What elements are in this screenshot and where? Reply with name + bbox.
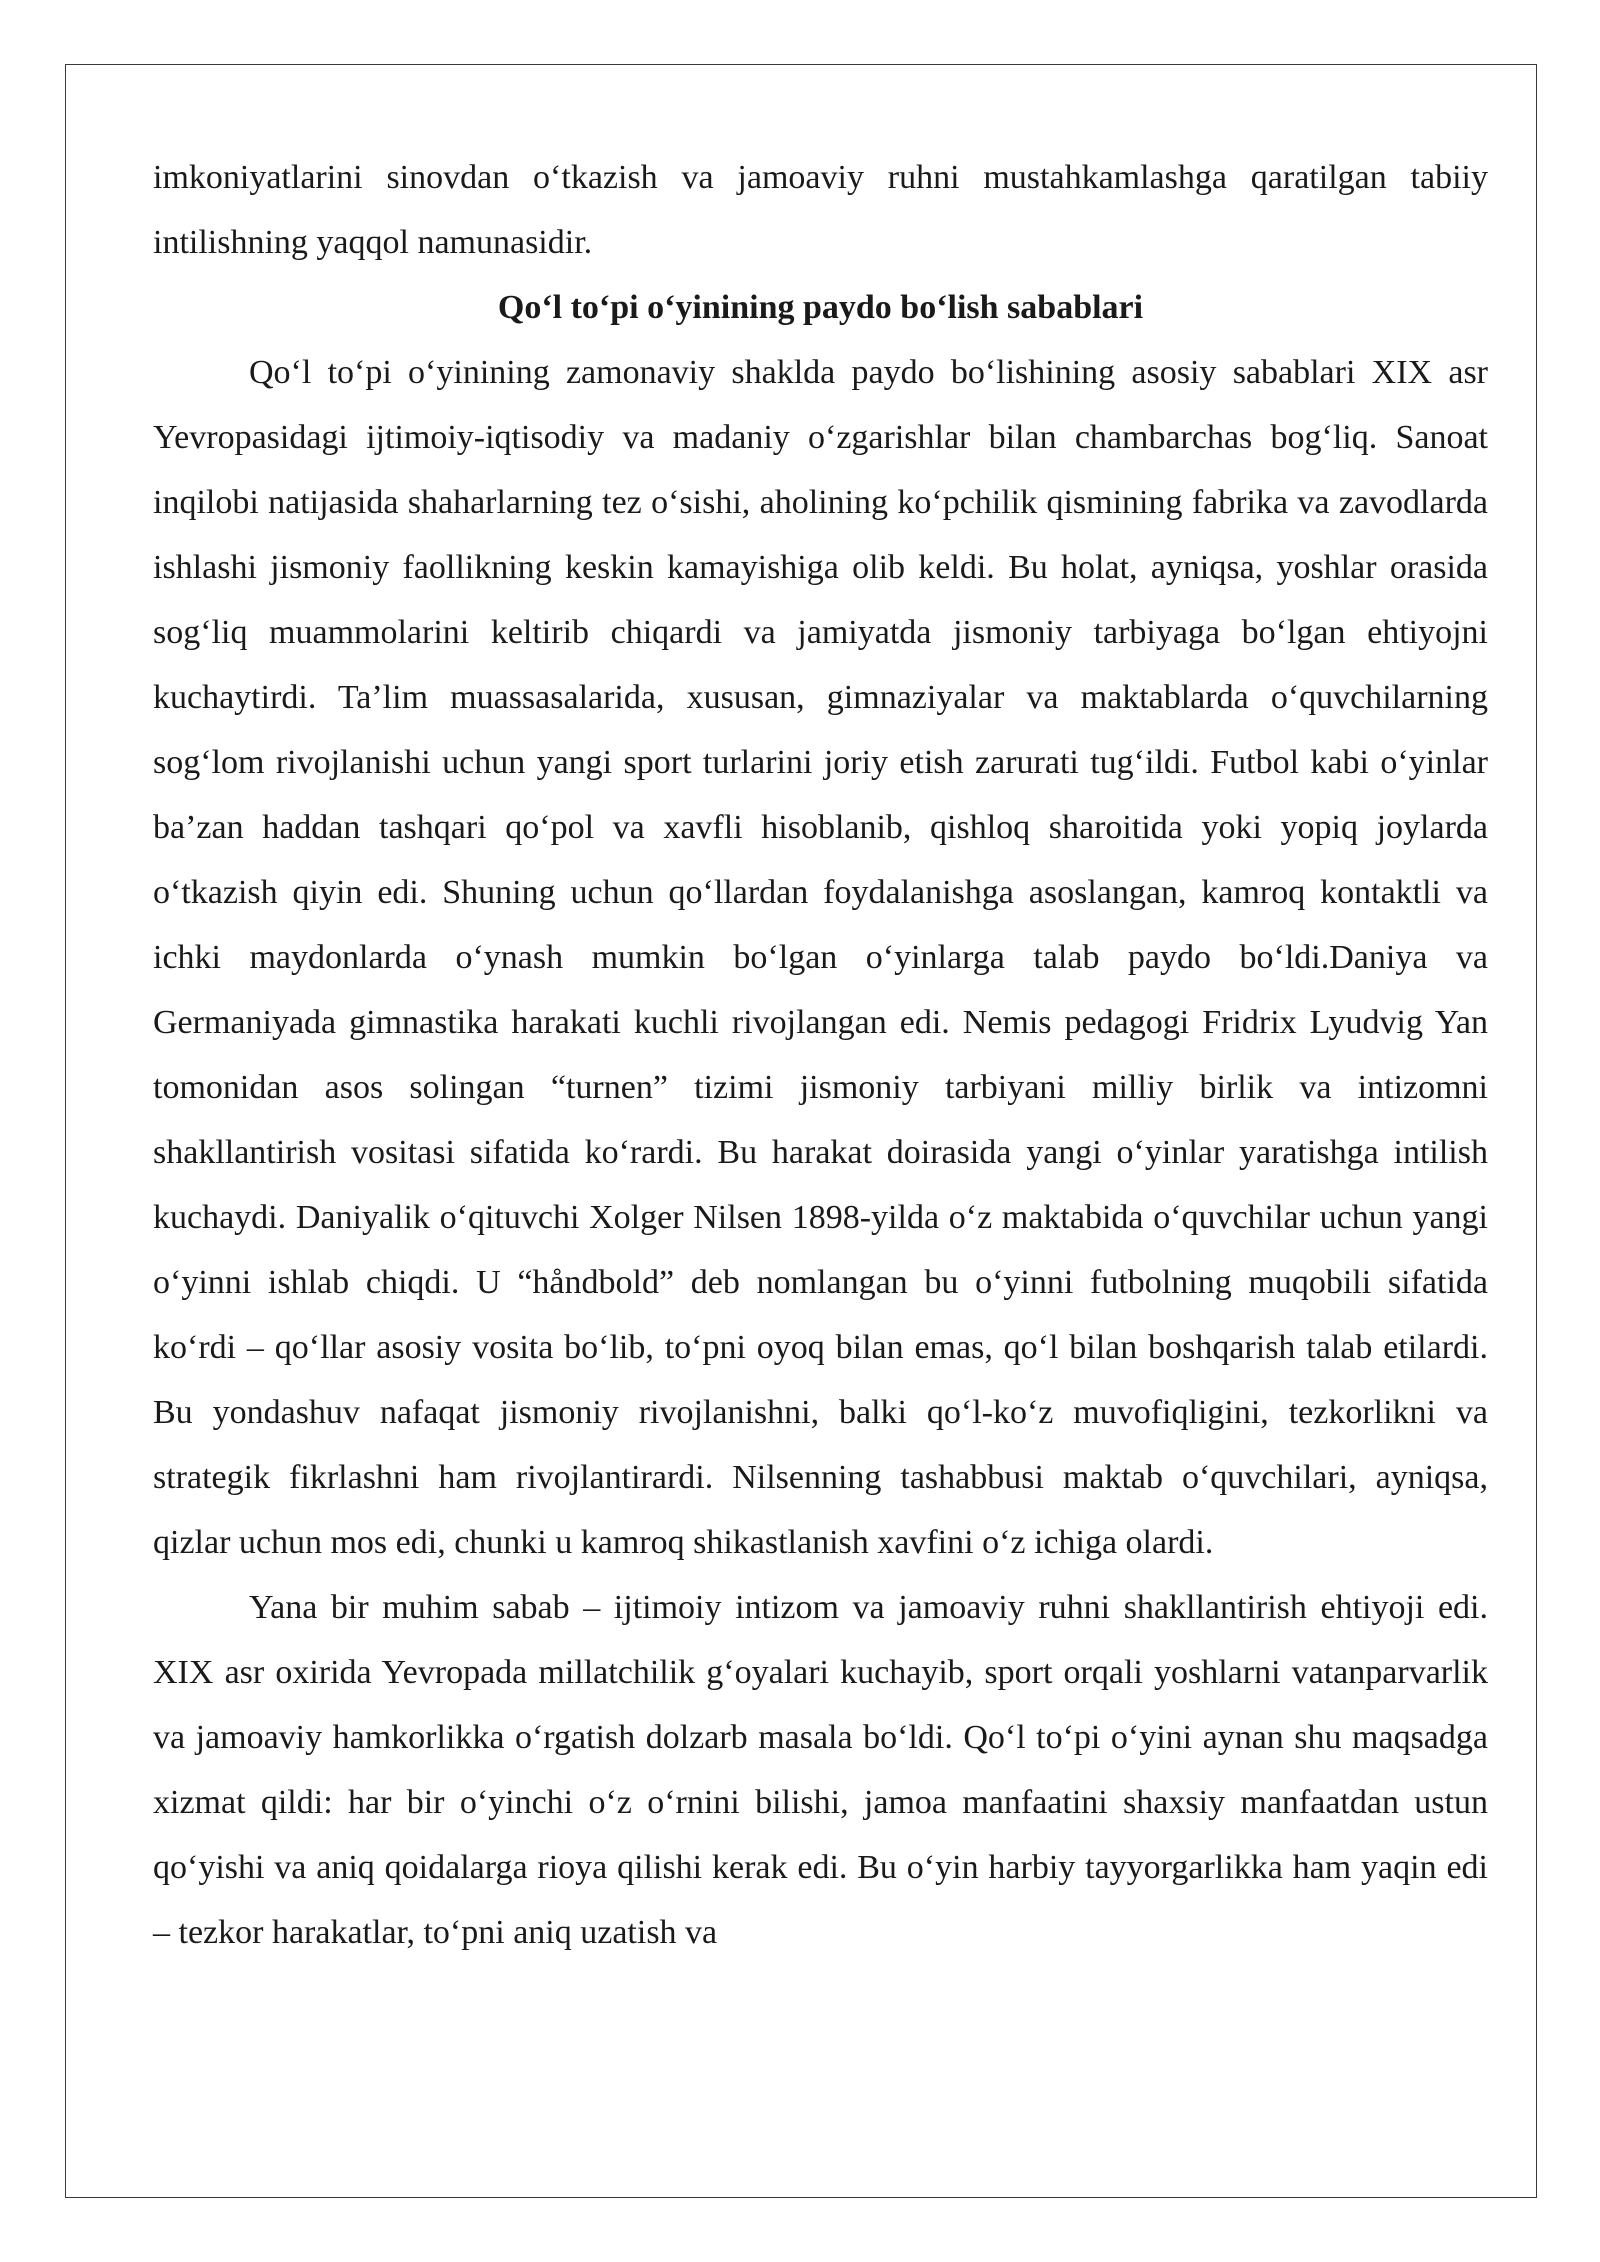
section-heading: Qo‘l to‘pi o‘yinining paydo bo‘lish sabablari	[497, 289, 1144, 326]
intro-paragraph: imkoniyatlarini sinovdan o‘tkazish va jamoaviy ruhni mustahkamlashga qaratilgan tabiiy intilishning yaqqol namunasidir.	[153, 159, 1488, 261]
document-body	[153, 145, 1488, 1965]
body-paragraph-1: Qo‘l to‘pi o‘yinining zamonaviy shaklda paydo bo‘lishining asosiy sabablari XIX asr Yevropasidagi ijtimoiy-iqtisodiy va madaniy o‘zgarishlar bilan chambarchas bog‘liq. Sanoat inqilobi natijasida shaharlarning tez o‘sishi, aholining ko‘pchilik qismining fabrika va zavodlarda ishlashi jismoniy faollikning keskin kamayishiga olib keldi. Bu holat, ayniqsa, yoshlar orasida sog‘liq muammolarini keltirib chiqardi va jamiyatda jismoniy tarbiyaga bo‘lgan ehtiyojni kuchaytirdi. Ta’lim muassasalarida, xususan, gimnaziyalar va maktablarda o‘quvchilarning sog‘lom rivojlanishi uchun yangi sport turlarini joriy etish zarurati tug‘ildi. Futbol kabi o‘yinlar ba’zan haddan tashqari qo‘pol va xavfli hisoblanib, qishloq sharoitida yoki yopiq joylarda o‘tkazish qiyin edi. Shuning uchun qo‘llardan foydalanishga asoslangan, kamroq kontaktli va ichki maydonlarda o‘ynash mumkin bo‘lgan o‘yinlarga talab paydo bo‘ldi.Daniya va Germaniyada gimnastika harakati kuchli rivojlangan edi. Nemis pedagogi Fridrix Lyudvig Yan tomonidan asos solingan “turnen” tizimi jismoniy tarbiyani milliy birlik va intizomni shakllantirish vositasi sifatida ko‘rardi. Bu harakat doirasida yangi o‘yinlar yaratishga intilish kuchaydi. Daniyalik o‘qituvchi Xolger Nilsen 1898-yilda o‘z maktabida o‘quvchilar uchun yangi o‘yinni ishlab chiqdi. U “håndbold” deb nomlangan bu o‘yinni futbolning muqobili sifatida ko‘rdi – qo‘llar asosiy vosita bo‘lib, to‘pni oyoq bilan emas, qo‘l bilan boshqarish talab etilardi. Bu yondashuv nafaqat jismoniy rivojlanishni, balki qo‘l-ko‘z muvofiqligini, tezkorlikni va strategik fikrlashni ham rivojlantirardi. Nilsenning tashabbusi maktab o‘quvchilari, ayniqsa, qizlar uchun mos edi, chunki u kamroq shikastlanish xavfini o‘z ichiga olardi.	[153, 354, 1488, 1561]
body-paragraph-2: Yana bir muhim sabab – ijtimoiy intizom va jamoaviy ruhni shakllantirish ehtiyoji edi. XIX asr oxirida Yevropada millatchilik g‘oyalari kuchayib, sport orqali yoshlarni vatanparvarlik va jamoaviy hamkorlikka o‘rgatish dolzarb masala bo‘ldi. Qo‘l to‘pi o‘yini aynan shu maqsadga xizmat qildi: har bir o‘yinchi o‘z o‘rnini bilishi, jamoa manfaatini shaxsiy manfaatdan ustun qo‘yishi va aniq qoidalarga rioya qilishi kerak edi. Bu o‘yin harbiy tayyorgarlikka ham yaqin edi – tezkor harakatlar, to‘pni aniq uzatish va	[153, 1589, 1488, 1951]
